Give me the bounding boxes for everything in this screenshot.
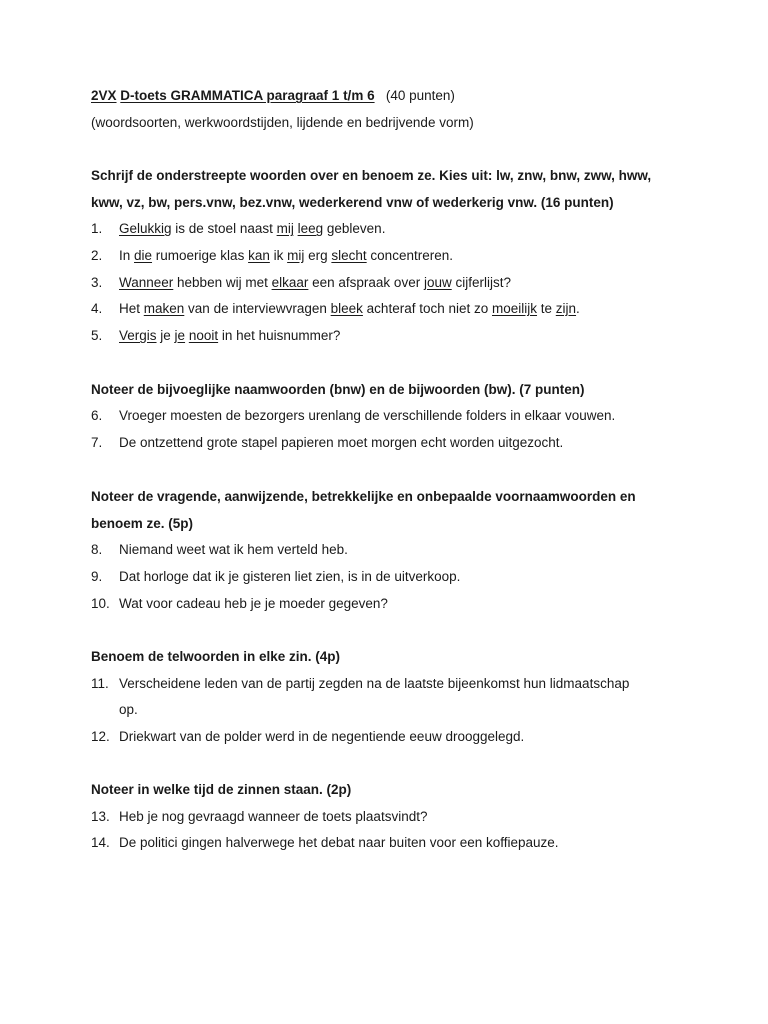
underlined-word: maken xyxy=(143,301,185,316)
underlined-word: zijn xyxy=(555,301,577,316)
question-item xyxy=(91,808,427,826)
question-number: 9. xyxy=(91,569,103,584)
question-text: Vroeger moesten de bezorgers urenlang de verschillende folders in elkaar vouwen. xyxy=(119,408,616,423)
question-text-segment: rumoerige klas xyxy=(152,248,249,263)
underlined-word: nooit xyxy=(188,328,219,343)
question-number: 1. xyxy=(91,221,103,236)
question-number: 13. xyxy=(91,809,110,824)
question-item xyxy=(91,300,580,318)
test-subtitle: (woordsoorten, werkwoordstijden, lijdende en bedrijvende vorm) xyxy=(91,115,474,130)
question-number: 2. xyxy=(91,248,103,263)
question-item xyxy=(91,834,559,852)
total-points: (40 punten) xyxy=(385,88,455,103)
question-number: 5. xyxy=(91,328,103,343)
question-number: 11. xyxy=(91,676,109,691)
underlined-word: mij xyxy=(276,221,294,236)
underlined-word: jouw xyxy=(423,275,452,290)
question-text: Driekwart van de polder werd in de negentiende eeuw drooggelegd. xyxy=(119,729,525,744)
section-2-instruction: Noteer de bijvoeglijke naamwoorden (bnw) en de bijwoorden (bw). (7 punten) xyxy=(91,382,585,397)
underlined-word: elkaar xyxy=(271,275,309,290)
underlined-word: Gelukkig xyxy=(119,221,172,236)
question-number: 3. xyxy=(91,275,103,290)
question-text-segment: is de stoel naast xyxy=(171,221,277,236)
underlined-word: mij xyxy=(287,248,305,263)
page-title xyxy=(91,87,455,105)
question-item xyxy=(91,220,385,238)
section-4-instruction: Benoem de telwoorden in elke zin. (4p) xyxy=(91,649,341,664)
question-text-segment: erg xyxy=(304,248,332,263)
question-text: De ontzettend grote stapel papieren moet morgen echt worden uitgezocht. xyxy=(119,435,564,450)
question-text-segment: achteraf toch niet zo xyxy=(362,301,492,316)
underlined-word: moeilijk xyxy=(492,301,538,316)
underlined-word: kan xyxy=(248,248,270,263)
question-number: 8. xyxy=(91,542,103,557)
section-3-instruction-line-2: benoem ze. (5p) xyxy=(91,516,194,531)
question-text-segment: van de interviewvragen xyxy=(184,301,331,316)
question-text-segment: ik xyxy=(269,248,288,263)
underlined-word: bleek xyxy=(330,301,363,316)
question-text: Dat horloge dat ik je gisteren liet zien, is in de uitverkoop. xyxy=(119,569,461,584)
question-text-segment: cijferlijst? xyxy=(451,275,511,290)
question-item xyxy=(91,327,340,345)
underlined-word: slecht xyxy=(331,248,367,263)
question-item-continuation xyxy=(91,701,138,719)
question-item xyxy=(91,595,388,613)
section-5-instruction: Noteer in welke tijd de zinnen staan. (2p) xyxy=(91,782,352,797)
question-number: 12. xyxy=(91,729,110,744)
question-text-segment: concentreren. xyxy=(366,248,453,263)
question-text: Niemand weet wat ik hem verteld heb. xyxy=(119,542,348,557)
underlined-word: je xyxy=(174,328,186,343)
question-text-segment: . xyxy=(576,301,580,316)
question-text-segment: je xyxy=(156,328,175,343)
question-number: 10. xyxy=(91,596,110,611)
section-1-instruction-line-1: Schrijf de onderstreepte woorden over en benoem ze. Kies uit: lw, znw, bnw, zww, hww, xyxy=(91,168,652,183)
question-number: 4. xyxy=(91,301,103,316)
question-item xyxy=(91,407,615,425)
question-item xyxy=(91,568,460,586)
question-text: De politici gingen halverwege het debat naar buiten voor een koffiepauze. xyxy=(119,835,559,850)
question-text: Heb je nog gevraagd wanneer de toets plaatsvindt? xyxy=(119,809,428,824)
question-text: Verscheidene leden van de partij zegden na de laatste bijeenkomst hun lidmaatschap xyxy=(119,676,630,691)
question-number: 6. xyxy=(91,408,103,423)
question-text-segment: gebleven. xyxy=(323,221,386,236)
question-number: 14. xyxy=(91,835,110,850)
section-3-instruction-line-1: Noteer de vragende, aanwijzende, betrekkelijke en onbepaalde voornaamwoorden en xyxy=(91,489,636,504)
underlined-word: leeg xyxy=(297,221,324,236)
question-item xyxy=(91,247,453,265)
question-text-segment: Het xyxy=(119,301,144,316)
question-item xyxy=(91,728,524,746)
question-text-segment: in het huisnummer? xyxy=(218,328,341,343)
question-item xyxy=(91,675,629,693)
section-1-instruction-line-2: kww, vz, bw, pers.vnw, bez.vnw, wederkerend vnw of wederkerig vnw. (16 punten) xyxy=(91,195,614,210)
question-item xyxy=(91,274,511,292)
class-code: 2VX xyxy=(91,88,117,103)
question-item xyxy=(91,541,348,559)
underlined-word: Wanneer xyxy=(119,275,174,290)
question-text-continuation: op. xyxy=(119,702,138,717)
question-text: Wat voor cadeau heb je je moeder gegeven? xyxy=(119,596,388,611)
question-text-segment: te xyxy=(537,301,556,316)
test-title: D-toets GRAMMATICA paragraaf 1 t/m 6 xyxy=(120,88,375,103)
underlined-word: die xyxy=(134,248,153,263)
question-number: 7. xyxy=(91,435,103,450)
question-text-segment: hebben wij met xyxy=(173,275,272,290)
underlined-word: Vergis xyxy=(119,328,157,343)
question-item xyxy=(91,434,563,452)
question-text-segment: een afspraak over xyxy=(308,275,424,290)
question-text-segment: In xyxy=(119,248,135,263)
